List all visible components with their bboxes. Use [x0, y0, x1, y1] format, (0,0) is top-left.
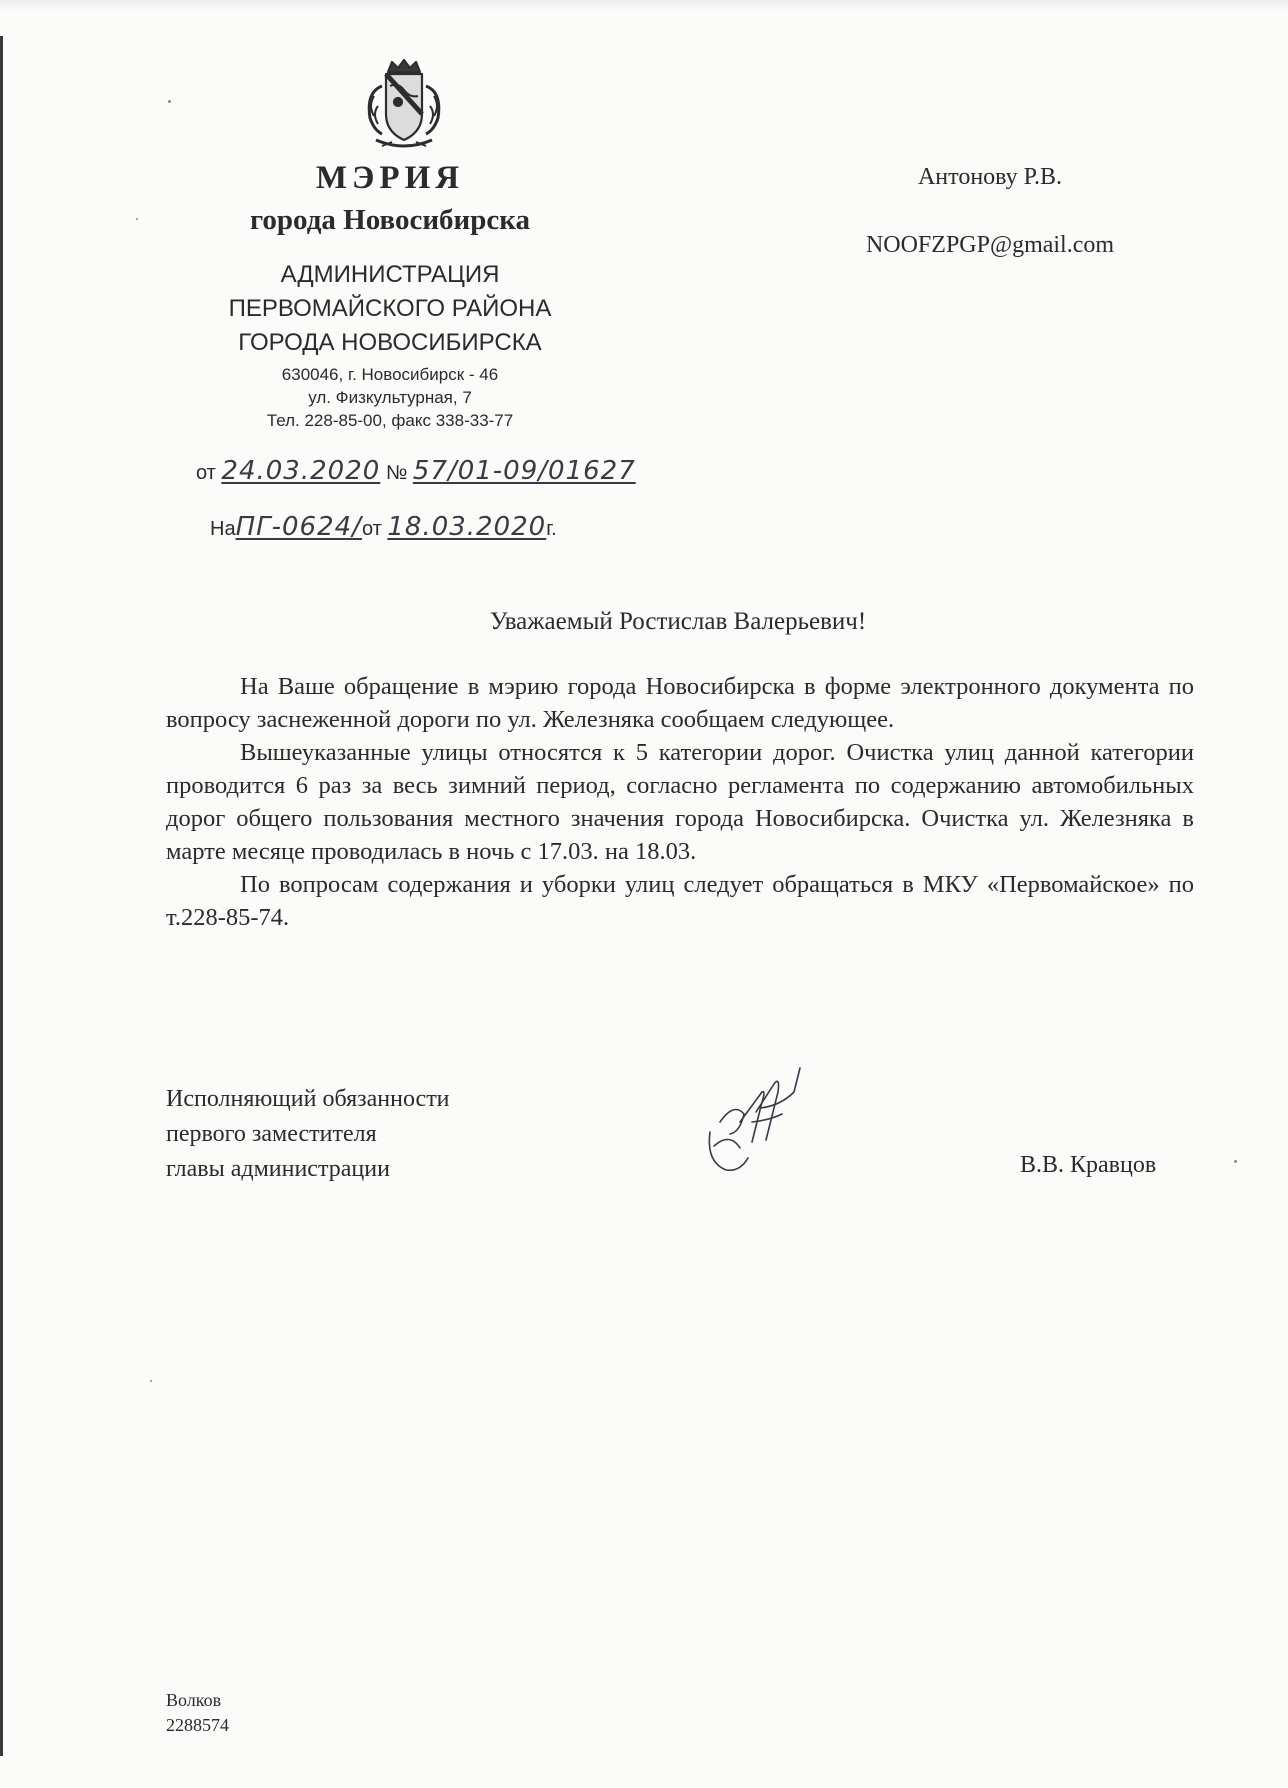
body-paragraph: По вопросам содержания и уборки улиц следует обращаться в МКУ «Первомайское» по т.228-85-74.: [166, 871, 1194, 931]
signer-title-line: Исполняющий обязанности: [166, 1086, 450, 1112]
org-mayoralty: МЭРИЯ: [315, 160, 465, 196]
org-admin-line: АДМИНИСТРАЦИЯ: [280, 261, 500, 288]
body-paragraph: На Ваше обращение в мэрию города Новосибирска в форме электронного документа по вопросу заснеженной дороги по ул. Железняка сообщаем следующее.: [166, 673, 1194, 733]
scan-speck: [1234, 1160, 1237, 1163]
scan-speck: [150, 1380, 152, 1382]
body-paragraph: Вышеуказанные улицы относятся к 5 категории дорог. Очистка улиц данной категории проводится 6 раз за весь зимний период, согласно регламента по содержанию автомобильных дорог общего пользования местного значения города Новосибирска. Очистка ул. Железняка в марте месяце проводилась в ночь с 17.03. на 18.03.: [166, 739, 1194, 865]
signer-title-line: первого заместителя: [166, 1121, 377, 1147]
recipient-name: Антонову Р.В.: [917, 164, 1063, 190]
executor-phone: 2288574: [166, 1715, 229, 1735]
recipient-email: NOOFZPGP@gmail.com: [865, 232, 1115, 258]
novosibirsk-coat-of-arms-icon: [352, 56, 456, 156]
signer-title-line: главы администрации: [166, 1156, 390, 1182]
salutation: Уважаемый Ростислав Валерьевич!: [489, 608, 867, 635]
reply-prefix: На: [210, 518, 236, 540]
ref-number-prefix: №: [385, 462, 408, 484]
executor-name: Волков: [166, 1690, 222, 1710]
org-admin-line: ПЕРВОМАЙСКОГО РАЙОНА: [228, 295, 552, 322]
signee-name: В.В. Кравцов: [1020, 1152, 1157, 1178]
reply-date-prefix: от: [361, 518, 382, 540]
reply-suffix: г.: [546, 518, 557, 540]
org-address-line: 630046, г. Новосибирск - 46: [281, 365, 499, 384]
scan-edge-left: [0, 36, 3, 1756]
scan-edge-top: [0, 0, 1288, 12]
scan-speck: [168, 100, 171, 103]
ref-from-prefix: от: [196, 462, 216, 484]
ref-date: 24.03.2020: [221, 456, 381, 486]
org-address-line: ул. Физкультурная, 7: [308, 388, 472, 407]
ref-number: 57/01-09/01627: [412, 456, 636, 486]
org-address-line: Тел. 228-85-00, факс 338-33-77: [266, 411, 514, 430]
handwritten-signature-icon: [700, 1062, 820, 1182]
reply-date: 18.03.2020: [387, 512, 547, 542]
signer-title: [166, 1082, 450, 1187]
reply-number: ПГ-0624/: [235, 512, 362, 542]
incoming-reference: [210, 512, 557, 542]
letter-body: [166, 670, 1194, 934]
outgoing-reference: [196, 456, 636, 486]
org-city: города Новосибирска: [249, 204, 531, 236]
executor-info: [166, 1688, 229, 1738]
scan-speck: [136, 218, 138, 220]
org-admin-line: ГОРОДА НОВОСИБИРСКА: [238, 329, 542, 356]
